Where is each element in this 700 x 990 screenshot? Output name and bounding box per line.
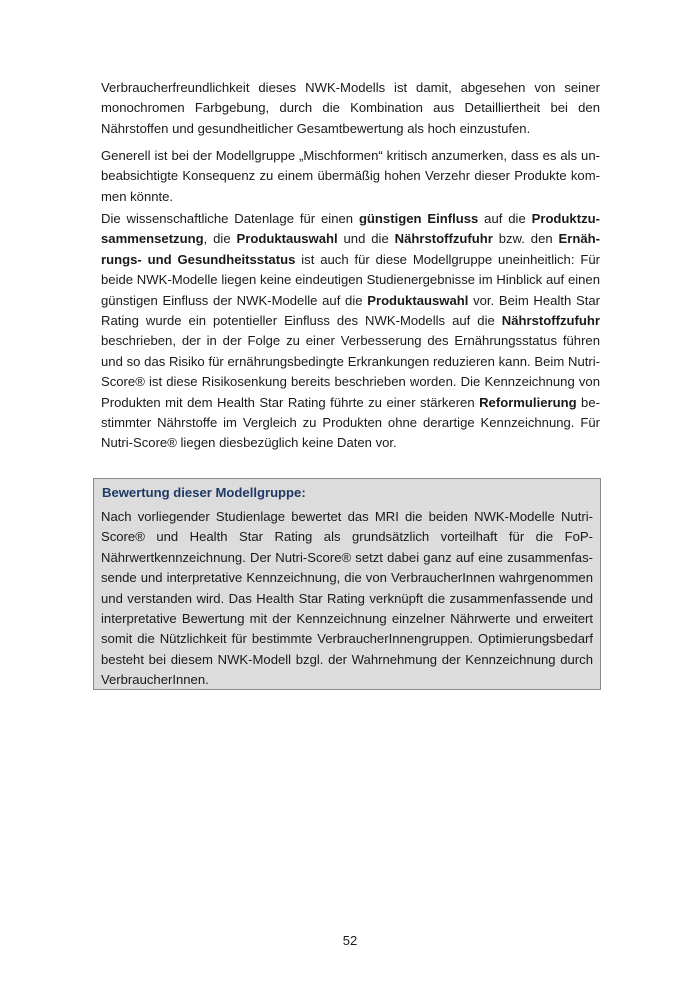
bold-term: Nährstoffzufuhr: [501, 313, 600, 329]
text-run: auf die: [478, 211, 532, 226]
bold-term: Nährstoffzufuhr: [394, 231, 493, 247]
paragraph-2: [101, 146, 600, 207]
bold-term: günstigen Einfluss: [358, 211, 479, 226]
page-number: 52: [342, 933, 358, 948]
text-run: , die: [203, 231, 237, 247]
paragraph-1: [101, 78, 600, 139]
text-run: und die: [337, 231, 395, 247]
text-run: bestimmter Nährstoffe im Vergleich zu Produkten ohne derartige Kennzeichnung. Für Nutri-Score® liegen diesbezüglich keine Daten vor.: [101, 394, 600, 451]
bold-term: Produktauswahl: [367, 292, 469, 308]
text-run: vor. Beim Health Star Rating wurde ein potentieller Einfluss des NWK-Modells auf die: [101, 292, 600, 329]
text-run: beschrieben, der in der Folge zu einer Verbesserung des Ernährungsstatus führen und so das Risiko für ernährungsbedingte Erkrankungen reduzieren kann. Beim Nutri-Score® ist diese Risikosenkung bereits beschrieben worden. Die Kennzeichnung von Produkten mit dem Health Star Rating führte zu einer stärkeren: [101, 333, 600, 410]
assessment-box-text: Nach vorliegender Studienlage bewertet das MRI die beiden NWK-Modelle Nutri-Score® und Health Star Rating als grundsätzlich vorteilhaft für die FoP-Nährwertkennzeichnung. Der Nutri-Score® setzt dabei ganz auf eine zusammenfassende und interpretative Kennzeichnung, die von VerbraucherInnen wahrgenommen und verstanden wird. Das Health Star Rating verknüpft die zusammenfassende und interpretative Bewertung mit der Kennzeichnung einzelner Nährwerte und erweitert somit die Nützlichkeit für bestimmte VerbraucherInnengruppen. Optimierungsbedarf besteht bei diesem NWK-Modell bzgl. der Wahrnehmung der Kennzeichnung durch VerbraucherInnen.: [101, 509, 593, 688]
bold-term: Ernährungs- und Gesundheitsstatus: [101, 231, 601, 267]
text-run: Generell ist bei der Modellgruppe „Mischformen“ kritisch anzumerken, dass es als unbeabsichtigte Konsequenz zu einem übermäßig hohen Verzehr dieser Produkte kommen könnte.: [101, 148, 600, 204]
bold-term: Produktzusammensetzung: [101, 211, 600, 247]
assessment-box-title: Bewertung dieser Modellgruppe:: [102, 485, 306, 500]
bold-term: Produktauswahl: [236, 231, 338, 247]
text-run: bzw. den: [492, 231, 559, 247]
text-run: ist auch für diese Modellgruppe uneinheitlich: Für beide NWK-Modelle liegen keine eindeutigen Studienergebnisse im Hinblick auf einen günstigen Einfluss der NWK-Modelle auf die: [101, 251, 600, 308]
paragraph-3: [101, 209, 600, 454]
bold-term: Reformulierung: [479, 394, 577, 410]
text-run: Die wissenschaftliche Datenlage für einen: [101, 211, 359, 226]
assessment-box: [93, 478, 601, 690]
text-run: Verbraucherfreundlichkeit dieses NWK-Modells ist damit, abgesehen von seiner monochromen Farbgebung, durch die Kombination aus Detailliertheit bei den Nährstoffen und gesundheitlicher Gesamtbewertung als hoch einzustufen.: [101, 80, 600, 136]
